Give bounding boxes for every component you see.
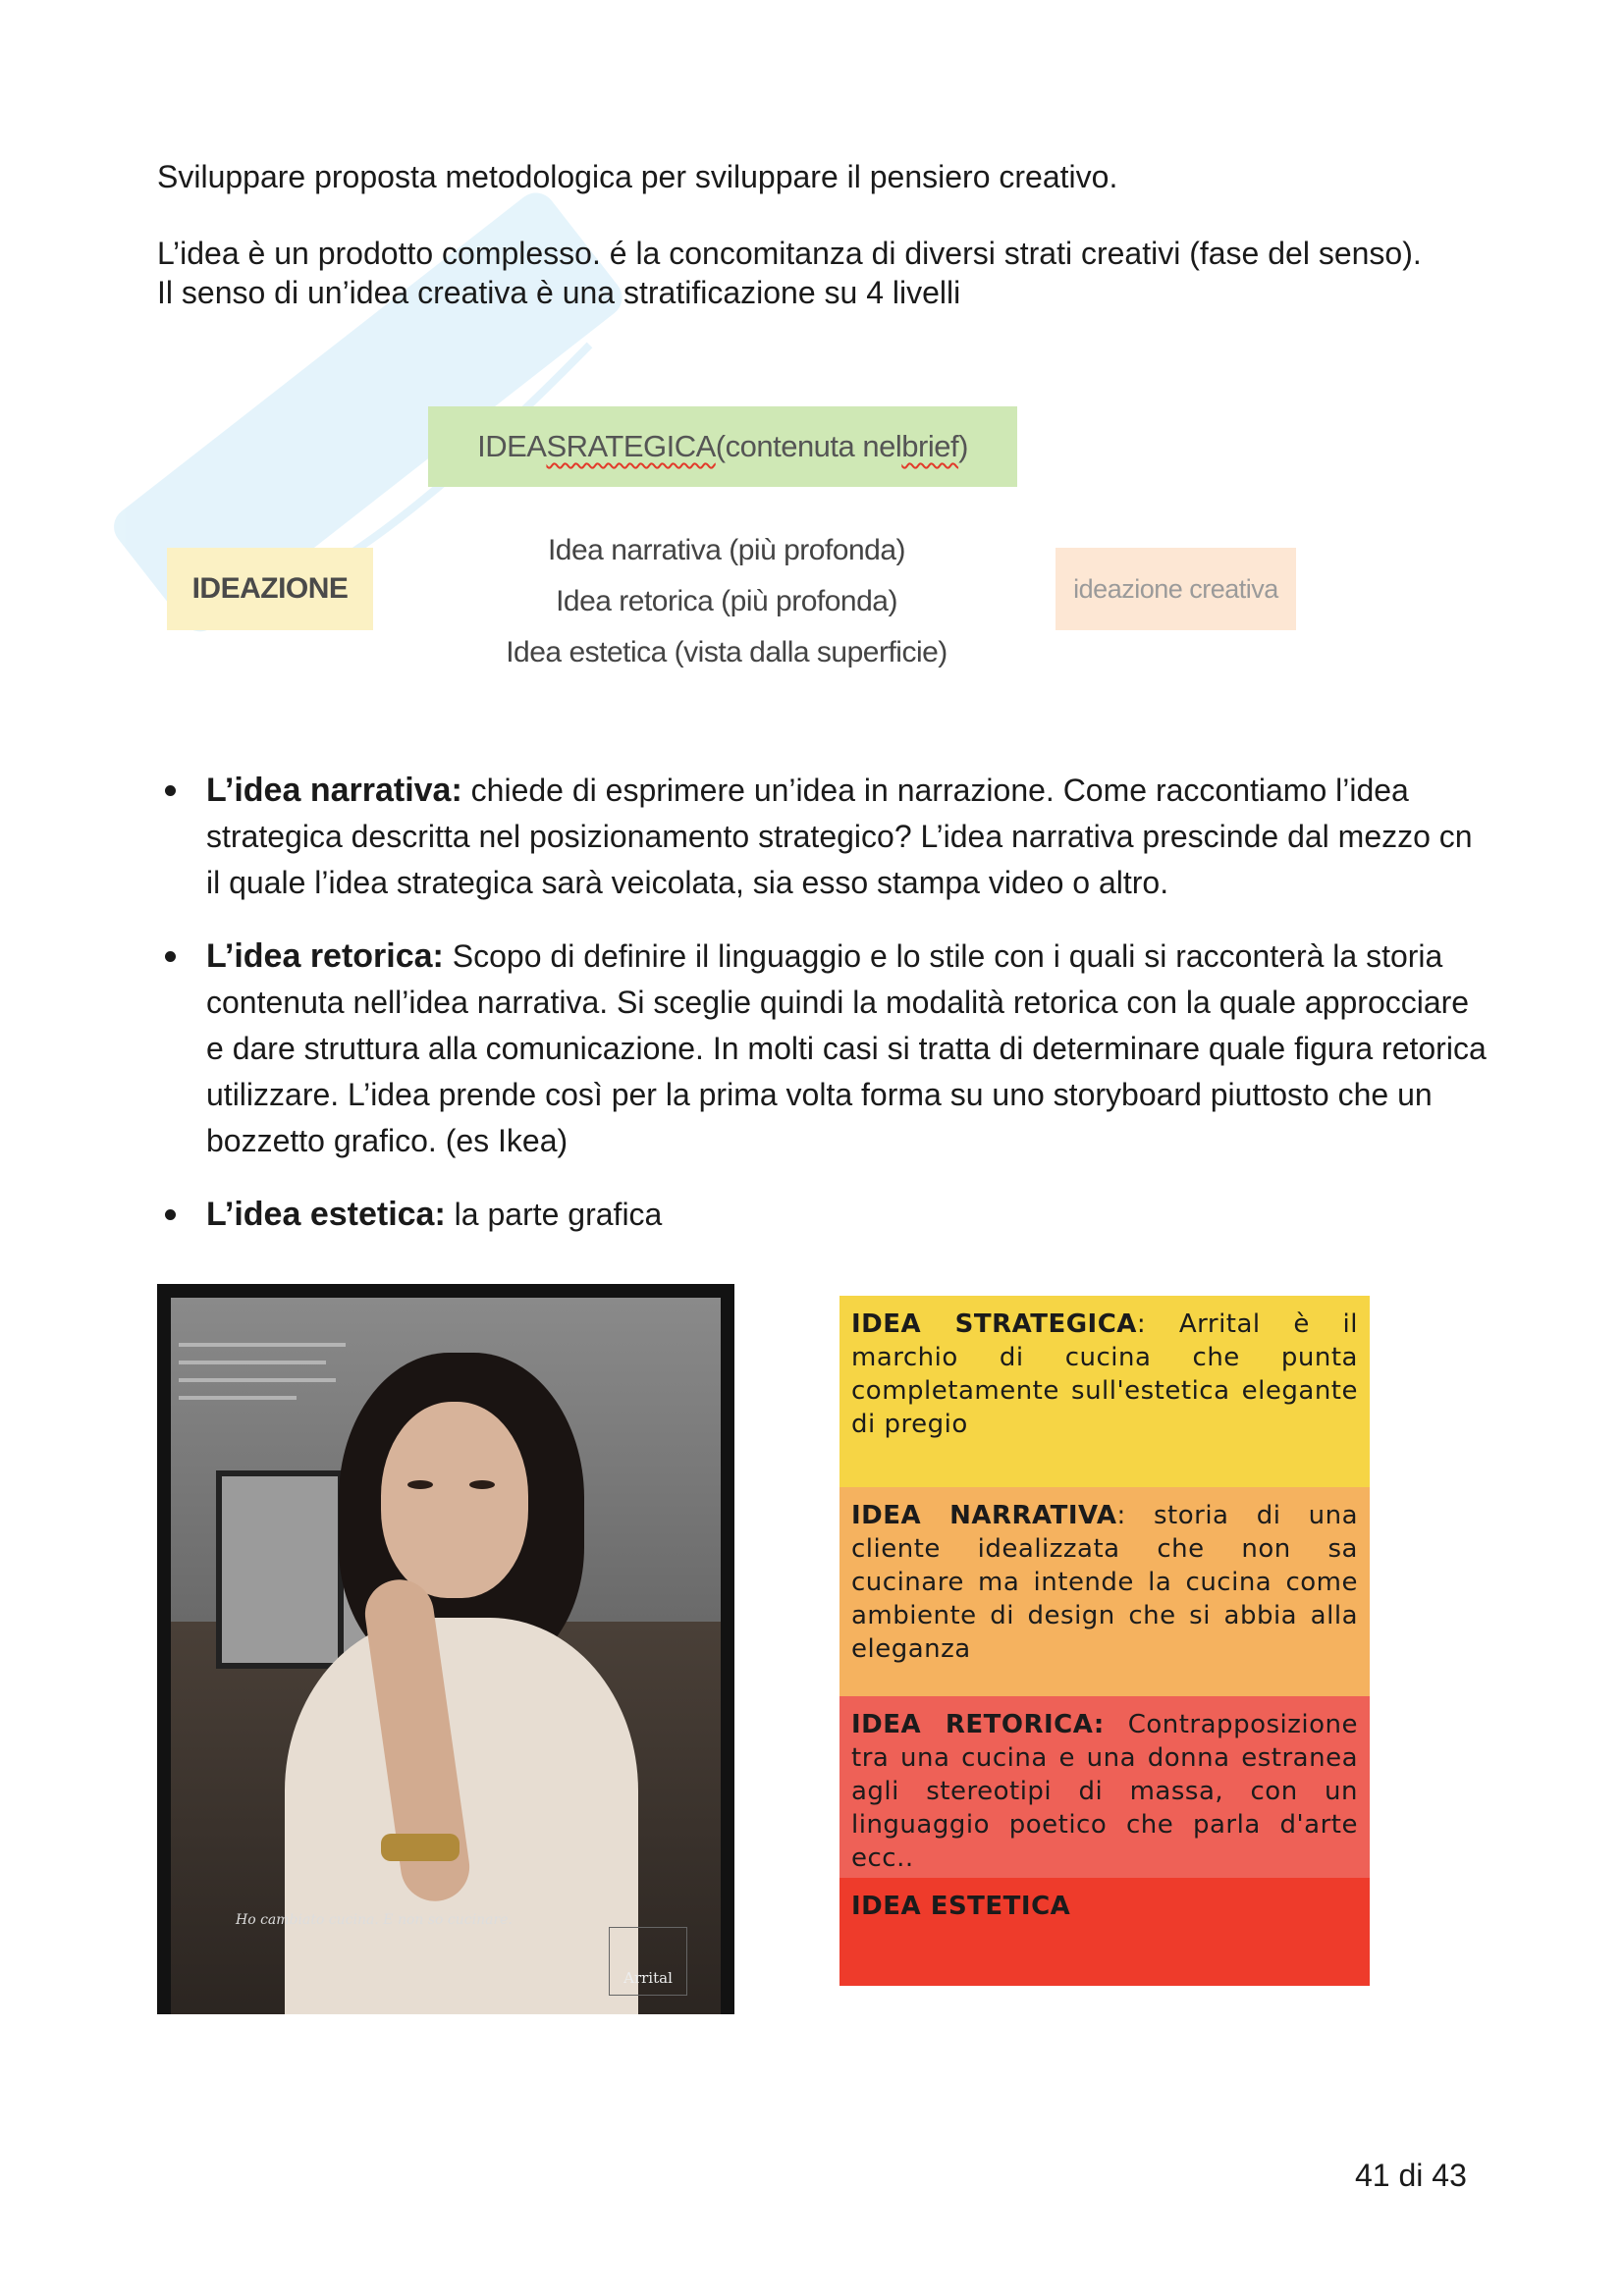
ad-model-eye [469, 1480, 495, 1489]
idea-row-label: IDEA RETORICA: [851, 1710, 1105, 1739]
idea-row-label: IDEA NARRATIVA [851, 1501, 1117, 1530]
idea-row-text: : storia di una cliente idealizzata che non sa cucinare ma intende la cucina come ambiente di design che si abbia alla eleganza [851, 1501, 1358, 1664]
arrital-ideas-panel [839, 1296, 1370, 1986]
idea-row-label: IDEA STRATEGICA [851, 1309, 1137, 1339]
ad-model-eye [407, 1480, 433, 1489]
strategic-suffix: ) [958, 429, 968, 463]
level-rhetoric: Idea retorica (più profonda) [556, 585, 897, 617]
arrital-ad-image [157, 1284, 734, 2014]
ad-tagline: Ho cambiato cucina. E non so cucinare. [236, 1912, 513, 1928]
idea-row-label: IDEA ESTETICA [851, 1892, 1071, 1921]
idea-row-rhetoric [839, 1696, 1370, 1878]
strategic-mid: (contenuta nel [715, 429, 902, 463]
idea-row-text: Contrapposizione tra una cucina e una donna estranea agli stereotipi di massa, con un linguaggio poetico che parla d'arte ecc.. [851, 1710, 1358, 1873]
intro-text: Sviluppare proposta metodologica per sviluppare il pensiero creativo. [157, 159, 1118, 194]
idea-row-text: : Arrital è il marchio di cucina che punta completamente sull'estetica elegante di pregio [851, 1309, 1358, 1439]
level-narrative: Idea narrativa (più profonda) [547, 534, 906, 566]
bullet-term: L’idea narrativa: [206, 772, 462, 809]
strategic-brief: brief [901, 429, 959, 463]
level-aesthetic: Idea estetica (vista dalla superficie) [506, 636, 947, 668]
ideazione-label: IDEAZIONE [167, 548, 373, 630]
bullet-term: L’idea retorica: [206, 937, 444, 975]
bullet-text: la parte grafica [445, 1197, 663, 1232]
ad-brand-logo: Arrital [609, 1927, 687, 1996]
bullet-term: L’idea estetica: [206, 1196, 446, 1233]
creative-ideation-label: ideazione creativa [1056, 548, 1296, 630]
idea-bullet-list [157, 768, 1492, 1265]
ad-model-face [381, 1402, 528, 1598]
bullet-text: Scopo di definire il linguaggio e lo stile con i quali si racconterà la storia contenuta nell’idea narrativa. Si sceglie quindi la modalità retorica con la quale approcciare e dare struttura alla comunicazione. In molti casi si tratta di determinare quale figura retorica utilizzare. L’idea prende così per la prima volta forma su uno storyboard piuttosto che un bozzetto grafico. (es Ikea) [206, 938, 1487, 1158]
bullet-text: chiede di esprimere un’idea in narrazione. Come raccontiamo l’idea strategica descritta nel posizionamento strategico? L’idea narrativa prescinde dal mezzo cn il quale l’idea strategica sarà veicolata, sia esso stampa video o altro. [206, 773, 1473, 900]
idea-row-narrative [839, 1487, 1370, 1696]
bullet-narrative [157, 768, 1492, 906]
idea-row-aesthetic [839, 1878, 1370, 1986]
idea-row-strategic [839, 1296, 1370, 1487]
strategic-prefix: IDEA [477, 429, 547, 463]
intro-paragraph: L’idea è un prodotto complesso. é la concomitanza di diversi strati creativi (fase del senso). Il senso di un’idea creativa è una stratificazione su 4 livelli [157, 236, 1422, 310]
idea-levels [432, 525, 1021, 678]
ad-body-copy [179, 1343, 355, 1414]
strategic-idea-box [428, 406, 1017, 487]
bullet-aesthetic [157, 1192, 1492, 1238]
bullet-rhetoric [157, 934, 1492, 1164]
strategic-misspelled: SRATEGICA [546, 429, 716, 463]
page-number: 41 di 43 [1355, 2158, 1467, 2193]
ad-bracelet [381, 1834, 460, 1861]
